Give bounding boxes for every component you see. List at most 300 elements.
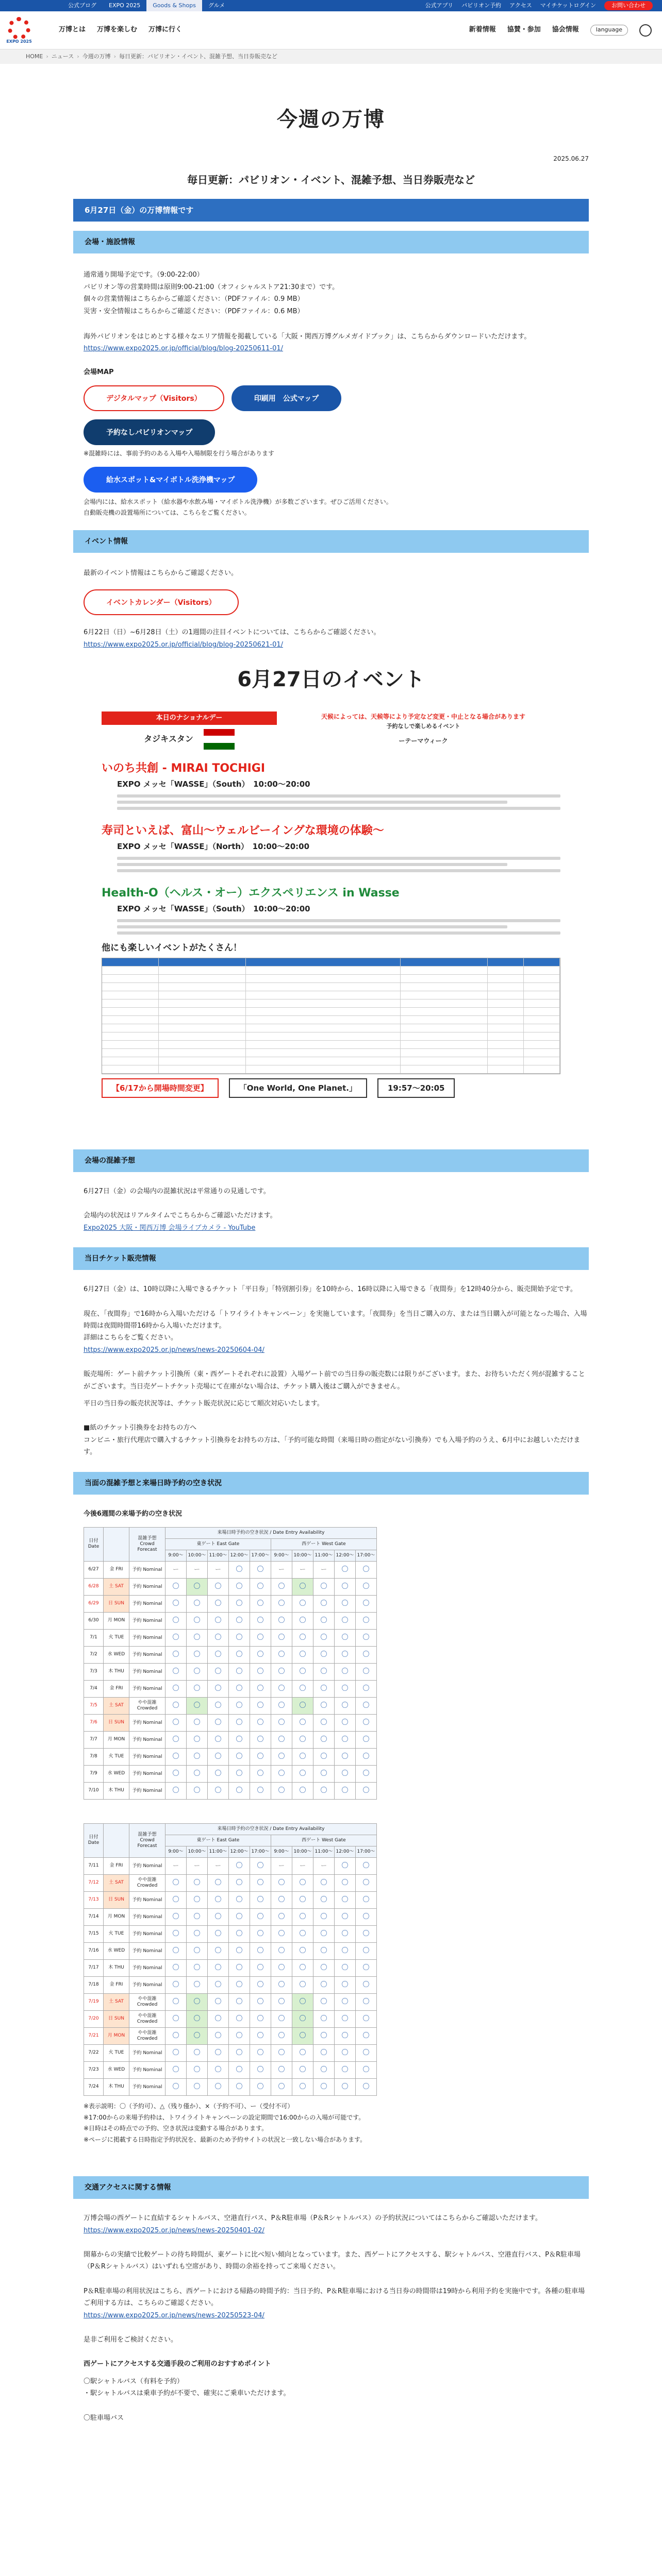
cell-slot[interactable]: 〇 xyxy=(250,1782,271,1799)
cell-slot[interactable]: 〇 xyxy=(292,2078,313,2095)
cell-slot[interactable]: 〇 xyxy=(229,2044,250,2061)
cell-slot[interactable]: 〇 xyxy=(250,1925,271,1942)
cell-slot[interactable]: 〇 xyxy=(292,1959,313,1976)
cell-slot[interactable]: 〇 xyxy=(271,1646,292,1663)
cell-slot[interactable]: 〇 xyxy=(208,2027,229,2044)
cell-slot[interactable]: 〇 xyxy=(229,1765,250,1782)
cell-slot[interactable]: 〇 xyxy=(335,1782,356,1799)
cell-slot[interactable]: 〇 xyxy=(208,2061,229,2078)
cell-slot[interactable]: 〇 xyxy=(271,1765,292,1782)
cell-slot[interactable]: 〇 xyxy=(187,1925,208,1942)
cell-slot[interactable]: 〇 xyxy=(166,1646,187,1663)
cell-slot[interactable]: 〇 xyxy=(356,1891,377,1908)
cell-slot[interactable]: 〇 xyxy=(187,1731,208,1748)
cell-slot[interactable]: 〇 xyxy=(335,1891,356,1908)
cell-slot[interactable]: 〇 xyxy=(356,1680,377,1697)
cell-slot[interactable]: 〇 xyxy=(271,2010,292,2027)
cell-slot[interactable]: 〇 xyxy=(208,1680,229,1697)
breadcrumb-home[interactable]: HOME xyxy=(26,53,43,60)
cell-slot[interactable]: 〇 xyxy=(208,1908,229,1925)
cell-slot[interactable]: 〇 xyxy=(208,1595,229,1612)
topbar-pavilion-link[interactable]: パビリオン予約 xyxy=(461,2,502,9)
cell-slot[interactable]: 〇 xyxy=(335,1908,356,1925)
cell-slot[interactable]: 〇 xyxy=(271,1595,292,1612)
breadcrumb-weekly[interactable]: 今週の万博 xyxy=(82,53,111,60)
cell-slot[interactable]: 〇 xyxy=(335,1959,356,1976)
cell-slot[interactable]: 〇 xyxy=(356,1874,377,1891)
cell-slot[interactable]: 〇 xyxy=(166,2027,187,2044)
cell-slot[interactable]: 〇 xyxy=(271,1959,292,1976)
cell-slot[interactable]: 〇 xyxy=(335,1578,356,1595)
cell-slot[interactable]: 〇 xyxy=(335,2044,356,2061)
cell-slot[interactable]: 〇 xyxy=(166,1731,187,1748)
cell-slot[interactable]: 〇 xyxy=(229,1697,250,1714)
cell-slot[interactable]: 〇 xyxy=(229,1925,250,1942)
cell-slot[interactable]: 〇 xyxy=(229,1612,250,1629)
cell-slot[interactable]: 〇 xyxy=(335,1874,356,1891)
cell-slot[interactable]: 〇 xyxy=(292,1595,313,1612)
cell-slot[interactable]: 〇 xyxy=(271,1578,292,1595)
cell-slot[interactable]: 〇 xyxy=(313,1612,335,1629)
cell-slot[interactable]: 〇 xyxy=(208,1697,229,1714)
cell-slot[interactable]: 〇 xyxy=(187,1874,208,1891)
topbar-login-link[interactable]: マイチケットログイン xyxy=(540,2,596,9)
cell-slot[interactable]: 〇 xyxy=(250,2061,271,2078)
cell-slot[interactable]: 〇 xyxy=(356,1959,377,1976)
cell-slot[interactable]: 〇 xyxy=(313,1578,335,1595)
ticket-campaign-link[interactable]: https://www.expo2025.or.jp/news/news-20250604-04/ xyxy=(84,1346,264,1354)
cell-slot[interactable]: 〇 xyxy=(271,1748,292,1765)
topbar-app-link[interactable]: 公式アプリ xyxy=(425,2,454,9)
cell-slot[interactable]: 〇 xyxy=(313,1874,335,1891)
cell-slot[interactable]: 〇 xyxy=(208,2078,229,2095)
cell-slot[interactable]: 〇 xyxy=(229,1942,250,1959)
cell-slot[interactable]: 〇 xyxy=(356,2044,377,2061)
cell-slot[interactable]: 〇 xyxy=(229,1908,250,1925)
cell-slot[interactable]: 〇 xyxy=(292,1765,313,1782)
cell-slot[interactable]: 〇 xyxy=(250,1646,271,1663)
cell-slot[interactable]: 〇 xyxy=(208,1731,229,1748)
cell-slot[interactable]: 〇 xyxy=(166,2061,187,2078)
cell-slot[interactable]: 〇 xyxy=(166,1891,187,1908)
cell-slot[interactable]: 〇 xyxy=(166,1697,187,1714)
nav-news[interactable]: 新着情報 xyxy=(469,26,496,34)
cell-slot[interactable]: 〇 xyxy=(313,1646,335,1663)
cell-slot[interactable]: 〇 xyxy=(313,1942,335,1959)
cell-slot[interactable]: 〇 xyxy=(356,1908,377,1925)
cell-slot[interactable]: 〇 xyxy=(356,1714,377,1731)
cell-slot[interactable]: 〇 xyxy=(292,1942,313,1959)
cell-slot[interactable]: 〇 xyxy=(250,1561,271,1578)
cell-slot[interactable]: 〇 xyxy=(187,2061,208,2078)
cell-slot[interactable]: 〇 xyxy=(187,1959,208,1976)
guidebook-link[interactable]: https://www.expo2025.or.jp/official/blog/blog-20250611-01/ xyxy=(84,345,284,353)
cell-slot[interactable]: 〇 xyxy=(292,1663,313,1680)
cell-slot[interactable]: 〇 xyxy=(166,1908,187,1925)
cell-slot[interactable]: 〇 xyxy=(250,1629,271,1646)
cell-slot[interactable]: 〇 xyxy=(356,1925,377,1942)
cell-slot[interactable]: 〇 xyxy=(208,1959,229,1976)
cell-slot[interactable]: 〇 xyxy=(229,1680,250,1697)
weekly-event-link[interactable]: https://www.expo2025.or.jp/official/blog/blog-20250621-01/ xyxy=(84,640,284,649)
cell-slot[interactable]: 〇 xyxy=(271,1874,292,1891)
cell-slot[interactable]: 〇 xyxy=(335,1714,356,1731)
cell-slot[interactable]: 〇 xyxy=(187,1993,208,2010)
nav-about[interactable]: 万博とは xyxy=(59,26,86,34)
digital-map-button[interactable]: デジタルマップ（Visitors） xyxy=(84,385,224,411)
cell-slot[interactable]: 〇 xyxy=(313,1908,335,1925)
cell-slot[interactable]: 〇 xyxy=(208,1942,229,1959)
cell-slot[interactable]: 〇 xyxy=(335,1595,356,1612)
cell-slot[interactable]: 〇 xyxy=(250,1578,271,1595)
cell-slot[interactable]: 〇 xyxy=(356,2061,377,2078)
cell-slot[interactable]: 〇 xyxy=(187,1891,208,1908)
cell-slot[interactable]: 〇 xyxy=(166,1959,187,1976)
cell-slot[interactable]: 〇 xyxy=(250,1697,271,1714)
cell-slot[interactable]: 〇 xyxy=(229,2078,250,2095)
cell-slot[interactable]: 〇 xyxy=(229,1714,250,1731)
cell-slot[interactable]: 〇 xyxy=(335,1993,356,2010)
cell-slot[interactable]: 〇 xyxy=(229,1976,250,1993)
cell-slot[interactable]: 〇 xyxy=(356,1748,377,1765)
cell-slot[interactable]: 〇 xyxy=(356,2010,377,2027)
cell-slot[interactable]: 〇 xyxy=(187,1714,208,1731)
cell-slot[interactable]: 〇 xyxy=(335,1857,356,1874)
cell-slot[interactable]: 〇 xyxy=(335,1748,356,1765)
cell-slot[interactable]: 〇 xyxy=(356,1561,377,1578)
cell-slot[interactable]: 〇 xyxy=(356,1629,377,1646)
cell-slot[interactable]: 〇 xyxy=(208,1748,229,1765)
cell-slot[interactable]: 〇 xyxy=(187,1697,208,1714)
topbar-access-link[interactable]: アクセス xyxy=(509,2,532,9)
nav-enjoy[interactable]: 万博を楽しむ xyxy=(97,26,138,34)
cell-slot[interactable]: 〇 xyxy=(187,1765,208,1782)
cell-slot[interactable]: 〇 xyxy=(166,2044,187,2061)
print-map-button[interactable]: 印刷用 公式マップ xyxy=(231,385,341,411)
cell-slot[interactable]: 〇 xyxy=(292,2010,313,2027)
cell-slot[interactable]: 〇 xyxy=(313,1629,335,1646)
cell-slot[interactable]: 〇 xyxy=(335,1731,356,1748)
cell-slot[interactable]: 〇 xyxy=(356,1612,377,1629)
cell-slot[interactable]: 〇 xyxy=(292,1714,313,1731)
cell-slot[interactable]: 〇 xyxy=(313,1959,335,1976)
cell-slot[interactable]: 〇 xyxy=(229,1731,250,1748)
cell-slot[interactable]: 〇 xyxy=(187,1942,208,1959)
cell-slot[interactable]: 〇 xyxy=(292,1782,313,1799)
cell-slot[interactable]: 〇 xyxy=(208,1874,229,1891)
cell-slot[interactable]: 〇 xyxy=(335,1976,356,1993)
cell-slot[interactable]: 〇 xyxy=(250,2027,271,2044)
cell-slot[interactable]: 〇 xyxy=(335,1561,356,1578)
cell-slot[interactable]: 〇 xyxy=(166,1748,187,1765)
cell-slot[interactable]: 〇 xyxy=(208,2010,229,2027)
cell-slot[interactable]: 〇 xyxy=(166,1925,187,1942)
cell-slot[interactable]: 〇 xyxy=(271,1697,292,1714)
cell-slot[interactable]: 〇 xyxy=(313,1663,335,1680)
cell-slot[interactable]: 〇 xyxy=(313,1891,335,1908)
no-reservation-map-button[interactable]: 予約なしパビリオンマップ xyxy=(84,419,215,445)
cell-slot[interactable]: 〇 xyxy=(271,1663,292,1680)
access-link-2[interactable]: https://www.expo2025.or.jp/news/news-20250523-04/ xyxy=(84,2311,264,2319)
cell-slot[interactable]: 〇 xyxy=(271,1891,292,1908)
cell-slot[interactable]: 〇 xyxy=(292,1646,313,1663)
cell-slot[interactable]: 〇 xyxy=(313,2027,335,2044)
cell-slot[interactable]: 〇 xyxy=(229,2027,250,2044)
event-calendar-button[interactable]: イベントカレンダー（Visitors） xyxy=(84,589,239,615)
cell-slot[interactable]: 〇 xyxy=(335,1663,356,1680)
cell-slot[interactable]: 〇 xyxy=(166,1874,187,1891)
topbar-contact-button[interactable]: お問い合わせ xyxy=(604,1,653,10)
cell-slot[interactable]: 〇 xyxy=(292,1993,313,2010)
cell-slot[interactable]: 〇 xyxy=(292,2027,313,2044)
cell-slot[interactable]: 〇 xyxy=(335,1697,356,1714)
cell-slot[interactable]: 〇 xyxy=(292,1612,313,1629)
cell-slot[interactable]: 〇 xyxy=(166,1612,187,1629)
cell-slot[interactable]: 〇 xyxy=(250,1680,271,1697)
cell-slot[interactable]: 〇 xyxy=(271,2044,292,2061)
cell-slot[interactable]: 〇 xyxy=(335,1925,356,1942)
cell-slot[interactable]: 〇 xyxy=(250,1748,271,1765)
cell-slot[interactable]: 〇 xyxy=(166,1942,187,1959)
cell-slot[interactable]: 〇 xyxy=(292,1731,313,1748)
cell-slot[interactable]: 〇 xyxy=(166,1680,187,1697)
cell-slot[interactable]: 〇 xyxy=(313,2061,335,2078)
cell-slot[interactable]: 〇 xyxy=(250,1942,271,1959)
cell-slot[interactable]: 〇 xyxy=(229,1646,250,1663)
cell-slot[interactable]: 〇 xyxy=(229,1578,250,1595)
cell-slot[interactable]: 〇 xyxy=(271,1976,292,1993)
cell-slot[interactable]: 〇 xyxy=(250,1993,271,2010)
topbar-link-goods[interactable]: Goods & Shops xyxy=(146,0,202,11)
cell-slot[interactable]: 〇 xyxy=(356,1646,377,1663)
search-icon[interactable] xyxy=(639,24,652,37)
cell-slot[interactable]: 〇 xyxy=(250,2044,271,2061)
cell-slot[interactable]: 〇 xyxy=(166,1629,187,1646)
breadcrumb-news[interactable]: ニュース xyxy=(51,53,74,60)
cell-slot[interactable]: 〇 xyxy=(229,2061,250,2078)
cell-slot[interactable]: 〇 xyxy=(187,2027,208,2044)
cell-slot[interactable]: 〇 xyxy=(313,1595,335,1612)
cell-slot[interactable]: 〇 xyxy=(250,1714,271,1731)
cell-slot[interactable]: 〇 xyxy=(250,2078,271,2095)
cell-slot[interactable]: 〇 xyxy=(292,1908,313,1925)
cell-slot[interactable]: 〇 xyxy=(166,1663,187,1680)
topbar-link-expo[interactable]: EXPO 2025 xyxy=(109,2,141,9)
cell-slot[interactable]: 〇 xyxy=(335,2010,356,2027)
cell-slot[interactable]: 〇 xyxy=(335,1612,356,1629)
cell-slot[interactable]: 〇 xyxy=(313,1765,335,1782)
cell-slot[interactable]: 〇 xyxy=(166,1578,187,1595)
cell-slot[interactable]: 〇 xyxy=(187,1680,208,1697)
nav-visit[interactable]: 万博に行く xyxy=(148,26,183,34)
cell-slot[interactable]: 〇 xyxy=(250,1612,271,1629)
cell-slot[interactable]: 〇 xyxy=(271,1714,292,1731)
cell-slot[interactable]: 〇 xyxy=(313,1731,335,1748)
cell-slot[interactable]: 〇 xyxy=(208,1663,229,1680)
cell-slot[interactable]: 〇 xyxy=(166,2010,187,2027)
cell-slot[interactable]: 〇 xyxy=(208,1891,229,1908)
cell-slot[interactable]: 〇 xyxy=(356,1993,377,2010)
nav-association[interactable]: 協会情報 xyxy=(552,26,579,34)
cell-slot[interactable]: 〇 xyxy=(292,1748,313,1765)
cell-slot[interactable]: 〇 xyxy=(208,1578,229,1595)
cell-slot[interactable]: 〇 xyxy=(250,1891,271,1908)
cell-slot[interactable]: 〇 xyxy=(271,2061,292,2078)
cell-slot[interactable]: 〇 xyxy=(187,1612,208,1629)
cell-slot[interactable]: 〇 xyxy=(292,1891,313,1908)
cell-slot[interactable]: 〇 xyxy=(250,1874,271,1891)
cell-slot[interactable]: 〇 xyxy=(250,1857,271,1874)
cell-slot[interactable]: 〇 xyxy=(356,1782,377,1799)
cell-slot[interactable]: 〇 xyxy=(208,1993,229,2010)
cell-slot[interactable]: 〇 xyxy=(356,1578,377,1595)
cell-slot[interactable]: 〇 xyxy=(292,1578,313,1595)
cell-slot[interactable]: 〇 xyxy=(356,1857,377,1874)
cell-slot[interactable]: 〇 xyxy=(313,2044,335,2061)
cell-slot[interactable]: 〇 xyxy=(313,1925,335,1942)
cell-slot[interactable]: 〇 xyxy=(356,1731,377,1748)
cell-slot[interactable]: 〇 xyxy=(250,1976,271,1993)
cell-slot[interactable]: 〇 xyxy=(292,1925,313,1942)
cell-slot[interactable]: 〇 xyxy=(313,1697,335,1714)
cell-slot[interactable]: 〇 xyxy=(166,1993,187,2010)
cell-slot[interactable]: 〇 xyxy=(292,1697,313,1714)
cell-slot[interactable]: 〇 xyxy=(187,1595,208,1612)
cell-slot[interactable]: 〇 xyxy=(271,1612,292,1629)
cell-slot[interactable]: 〇 xyxy=(250,1731,271,1748)
cell-slot[interactable]: 〇 xyxy=(313,1680,335,1697)
cell-slot[interactable]: 〇 xyxy=(250,1663,271,1680)
cell-slot[interactable]: 〇 xyxy=(356,2078,377,2095)
cell-slot[interactable]: 〇 xyxy=(356,1765,377,1782)
cell-slot[interactable]: 〇 xyxy=(271,2027,292,2044)
cell-slot[interactable]: 〇 xyxy=(229,1857,250,1874)
cell-slot[interactable]: 〇 xyxy=(335,1629,356,1646)
cell-slot[interactable]: 〇 xyxy=(229,1993,250,2010)
cell-slot[interactable]: 〇 xyxy=(356,1595,377,1612)
cell-slot[interactable]: 〇 xyxy=(208,1782,229,1799)
cell-slot[interactable]: 〇 xyxy=(229,1891,250,1908)
cell-slot[interactable]: 〇 xyxy=(335,1942,356,1959)
cell-slot[interactable]: 〇 xyxy=(271,1908,292,1925)
cell-slot[interactable]: 〇 xyxy=(229,1595,250,1612)
cell-slot[interactable]: 〇 xyxy=(187,1748,208,1765)
cell-slot[interactable]: 〇 xyxy=(187,1908,208,1925)
cell-slot[interactable]: 〇 xyxy=(335,2061,356,2078)
cell-slot[interactable]: 〇 xyxy=(187,1578,208,1595)
cell-slot[interactable]: 〇 xyxy=(250,1959,271,1976)
cell-slot[interactable]: 〇 xyxy=(313,1748,335,1765)
cell-slot[interactable]: 〇 xyxy=(271,2078,292,2095)
cell-slot[interactable]: 〇 xyxy=(356,1663,377,1680)
cell-slot[interactable]: 〇 xyxy=(271,1942,292,1959)
cell-slot[interactable]: 〇 xyxy=(313,2078,335,2095)
cell-slot[interactable]: 〇 xyxy=(187,1629,208,1646)
cell-slot[interactable]: 〇 xyxy=(250,1765,271,1782)
cell-slot[interactable]: 〇 xyxy=(187,1976,208,1993)
cell-slot[interactable]: 〇 xyxy=(335,1765,356,1782)
cell-slot[interactable]: 〇 xyxy=(292,2044,313,2061)
access-link-1[interactable]: https://www.expo2025.or.jp/news/news-20250401-02/ xyxy=(84,2226,264,2234)
cell-slot[interactable]: 〇 xyxy=(187,1646,208,1663)
cell-slot[interactable]: 〇 xyxy=(313,1714,335,1731)
cell-slot[interactable]: 〇 xyxy=(229,1748,250,1765)
cell-slot[interactable]: 〇 xyxy=(187,2078,208,2095)
cell-slot[interactable]: 〇 xyxy=(250,1595,271,1612)
cell-slot[interactable]: 〇 xyxy=(166,1765,187,1782)
nav-sponsor[interactable]: 協賛・参加 xyxy=(507,26,541,34)
cell-slot[interactable]: 〇 xyxy=(271,1629,292,1646)
cell-slot[interactable]: 〇 xyxy=(313,2010,335,2027)
live-camera-link[interactable]: Expo2025 大阪・関西万博 会場ライブカメラ - YouTube xyxy=(84,1224,256,1232)
cell-slot[interactable]: 〇 xyxy=(271,1993,292,2010)
cell-slot[interactable]: 〇 xyxy=(166,2078,187,2095)
cell-slot[interactable]: 〇 xyxy=(335,1680,356,1697)
cell-slot[interactable]: 〇 xyxy=(250,1908,271,1925)
topbar-link-gourmet[interactable]: グルメ xyxy=(208,2,225,9)
cell-slot[interactable]: 〇 xyxy=(187,2010,208,2027)
cell-slot[interactable]: 〇 xyxy=(292,1629,313,1646)
cell-slot[interactable]: 〇 xyxy=(313,1993,335,2010)
cell-slot[interactable]: 〇 xyxy=(166,1595,187,1612)
expo-logo[interactable] xyxy=(0,11,38,49)
cell-slot[interactable]: 〇 xyxy=(208,1646,229,1663)
cell-slot[interactable]: 〇 xyxy=(208,1612,229,1629)
cell-slot[interactable]: 〇 xyxy=(208,1765,229,1782)
cell-slot[interactable]: 〇 xyxy=(208,1629,229,1646)
cell-slot[interactable]: 〇 xyxy=(292,1680,313,1697)
cell-slot[interactable]: 〇 xyxy=(271,1925,292,1942)
cell-slot[interactable]: 〇 xyxy=(356,1942,377,1959)
cell-slot[interactable]: 〇 xyxy=(229,1782,250,1799)
language-selector[interactable]: language xyxy=(590,25,628,36)
cell-slot[interactable]: 〇 xyxy=(166,1782,187,1799)
cell-slot[interactable]: 〇 xyxy=(250,2010,271,2027)
cell-slot[interactable]: 〇 xyxy=(335,2078,356,2095)
cell-slot[interactable]: 〇 xyxy=(292,1976,313,1993)
cell-slot[interactable]: 〇 xyxy=(335,2027,356,2044)
cell-slot[interactable]: 〇 xyxy=(187,2044,208,2061)
water-spot-map-button[interactable]: 給水スポット&マイボトル洗浄機マップ xyxy=(84,467,257,493)
cell-slot[interactable]: 〇 xyxy=(356,2027,377,2044)
cell-slot[interactable]: 〇 xyxy=(229,1663,250,1680)
cell-slot[interactable]: 〇 xyxy=(335,1646,356,1663)
cell-slot[interactable]: 〇 xyxy=(356,1976,377,1993)
cell-slot[interactable]: 〇 xyxy=(229,2010,250,2027)
cell-slot[interactable]: 〇 xyxy=(271,1782,292,1799)
cell-slot[interactable]: 〇 xyxy=(271,1731,292,1748)
cell-slot[interactable]: 〇 xyxy=(313,1976,335,1993)
cell-slot[interactable]: 〇 xyxy=(271,1680,292,1697)
cell-slot[interactable]: 〇 xyxy=(313,1782,335,1799)
cell-slot[interactable]: 〇 xyxy=(229,1959,250,1976)
cell-slot[interactable]: 〇 xyxy=(208,1714,229,1731)
topbar-link-blog[interactable]: 公式ブログ xyxy=(68,2,96,9)
cell-slot[interactable]: 〇 xyxy=(229,1561,250,1578)
cell-slot[interactable]: 〇 xyxy=(229,1874,250,1891)
cell-slot[interactable]: 〇 xyxy=(187,1782,208,1799)
cell-slot[interactable]: 〇 xyxy=(208,1976,229,1993)
cell-slot[interactable]: 〇 xyxy=(187,1663,208,1680)
cell-slot[interactable]: 〇 xyxy=(292,1874,313,1891)
cell-slot[interactable]: 〇 xyxy=(356,1697,377,1714)
cell-slot[interactable]: 〇 xyxy=(166,1976,187,1993)
cell-slot[interactable]: 〇 xyxy=(166,1714,187,1731)
cell-slot[interactable]: 〇 xyxy=(208,2044,229,2061)
cell-slot[interactable]: 〇 xyxy=(208,1925,229,1942)
cell-slot[interactable]: 〇 xyxy=(292,2061,313,2078)
cell-slot[interactable]: 〇 xyxy=(229,1629,250,1646)
